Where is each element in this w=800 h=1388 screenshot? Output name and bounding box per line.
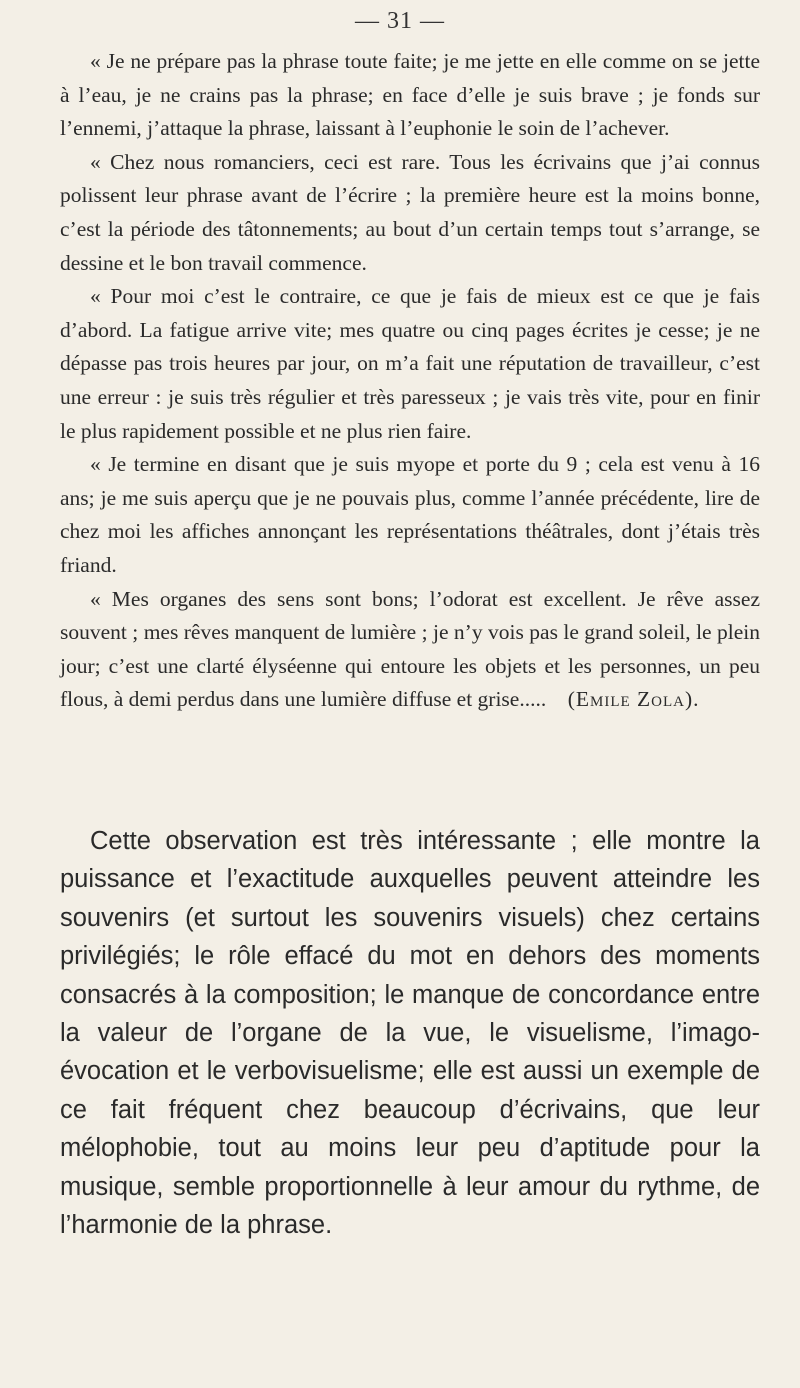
commentary-paragraph: Cette observation est très intéressante ; elle montre la puissance et l’exactitude auxquelles peuvent atteindre les souvenirs (et surtout les souvenirs visuels) chez certains privilégiés; le rôle effacé du mot en dehors des moments consacrés à la composition; le manque de concordance entre la valeur de l’organe de la vue, le visuelisme, l’imago-évocation et le verbovisuelisme; elle est aussi un exemple de ce fait fréquent chez beaucoup d’écrivains, que leur mélophobie, tout au moins leur peu d’aptitude pour la musique, semble proportionnelle à leur amour du rythme, de l’harmonie de la phrase. bbox=[60, 827, 760, 1240]
quote-paragraph: « Je termine en disant que je suis myope et porte du 9 ; cela est venu à 16 ans; je me suis aperçu que je ne pouvais plus, comme l’année précédente, lire de chez moi les affiches annonçant les représentations théâtrales, dont j’étais très friand. bbox=[60, 452, 760, 577]
zola-quotation bbox=[60, 45, 760, 717]
author-commentary bbox=[60, 822, 760, 1244]
quote-paragraph: « Chez nous romanciers, ceci est rare. Tous les écrivains que j’ai connus polissent leur phrase avant de l’écrire ; la première heure est la moins bonne, c’est la période des tâtonnements; au bout d’un certain temps tout s’arrange, se dessine et le bon travail commence. bbox=[60, 149, 760, 275]
quote-paragraph-text: « Mes organes des sens sont bons; l’odorat est excellent. Je rêve assez souvent ; mes rêves manquent de lumière ; je n’y vois pas le grand soleil, le plein jour; c’est une clarté élyséenne qui entoure les objets et les personnes, un peu flous, à demi perdus dans une lumière diffuse et grise..... bbox=[60, 586, 760, 712]
quote-attribution: (Emile Zola). bbox=[567, 687, 700, 712]
quote-paragraph: « Je ne prépare pas la phrase toute faite; je me jette en elle comme on se jette à l’eau, je ne crains pas la phrase; en face d’elle je suis brave ; je fonds sur l’ennemi, j’attaque la phrase, laissant à l’euphonie le soin de l’achever. bbox=[60, 49, 760, 141]
page-number: — 31 — bbox=[355, 8, 445, 34]
quote-paragraph: « Pour moi c’est le contraire, ce que je fais de mieux est ce que je fais d’abord. La fatigue arrive vite; mes quatre ou cinq pages écrites je cesse; je ne dépasse pas trois heures par jour, on m’a fait une réputation de travailleur, c’est une erreur : je suis très régulier et très paresseux ; je vais très vite, pour en finir le plus rapidement possible et ne plus rien faire. bbox=[60, 284, 760, 443]
quote-paragraph-last bbox=[60, 583, 760, 717]
